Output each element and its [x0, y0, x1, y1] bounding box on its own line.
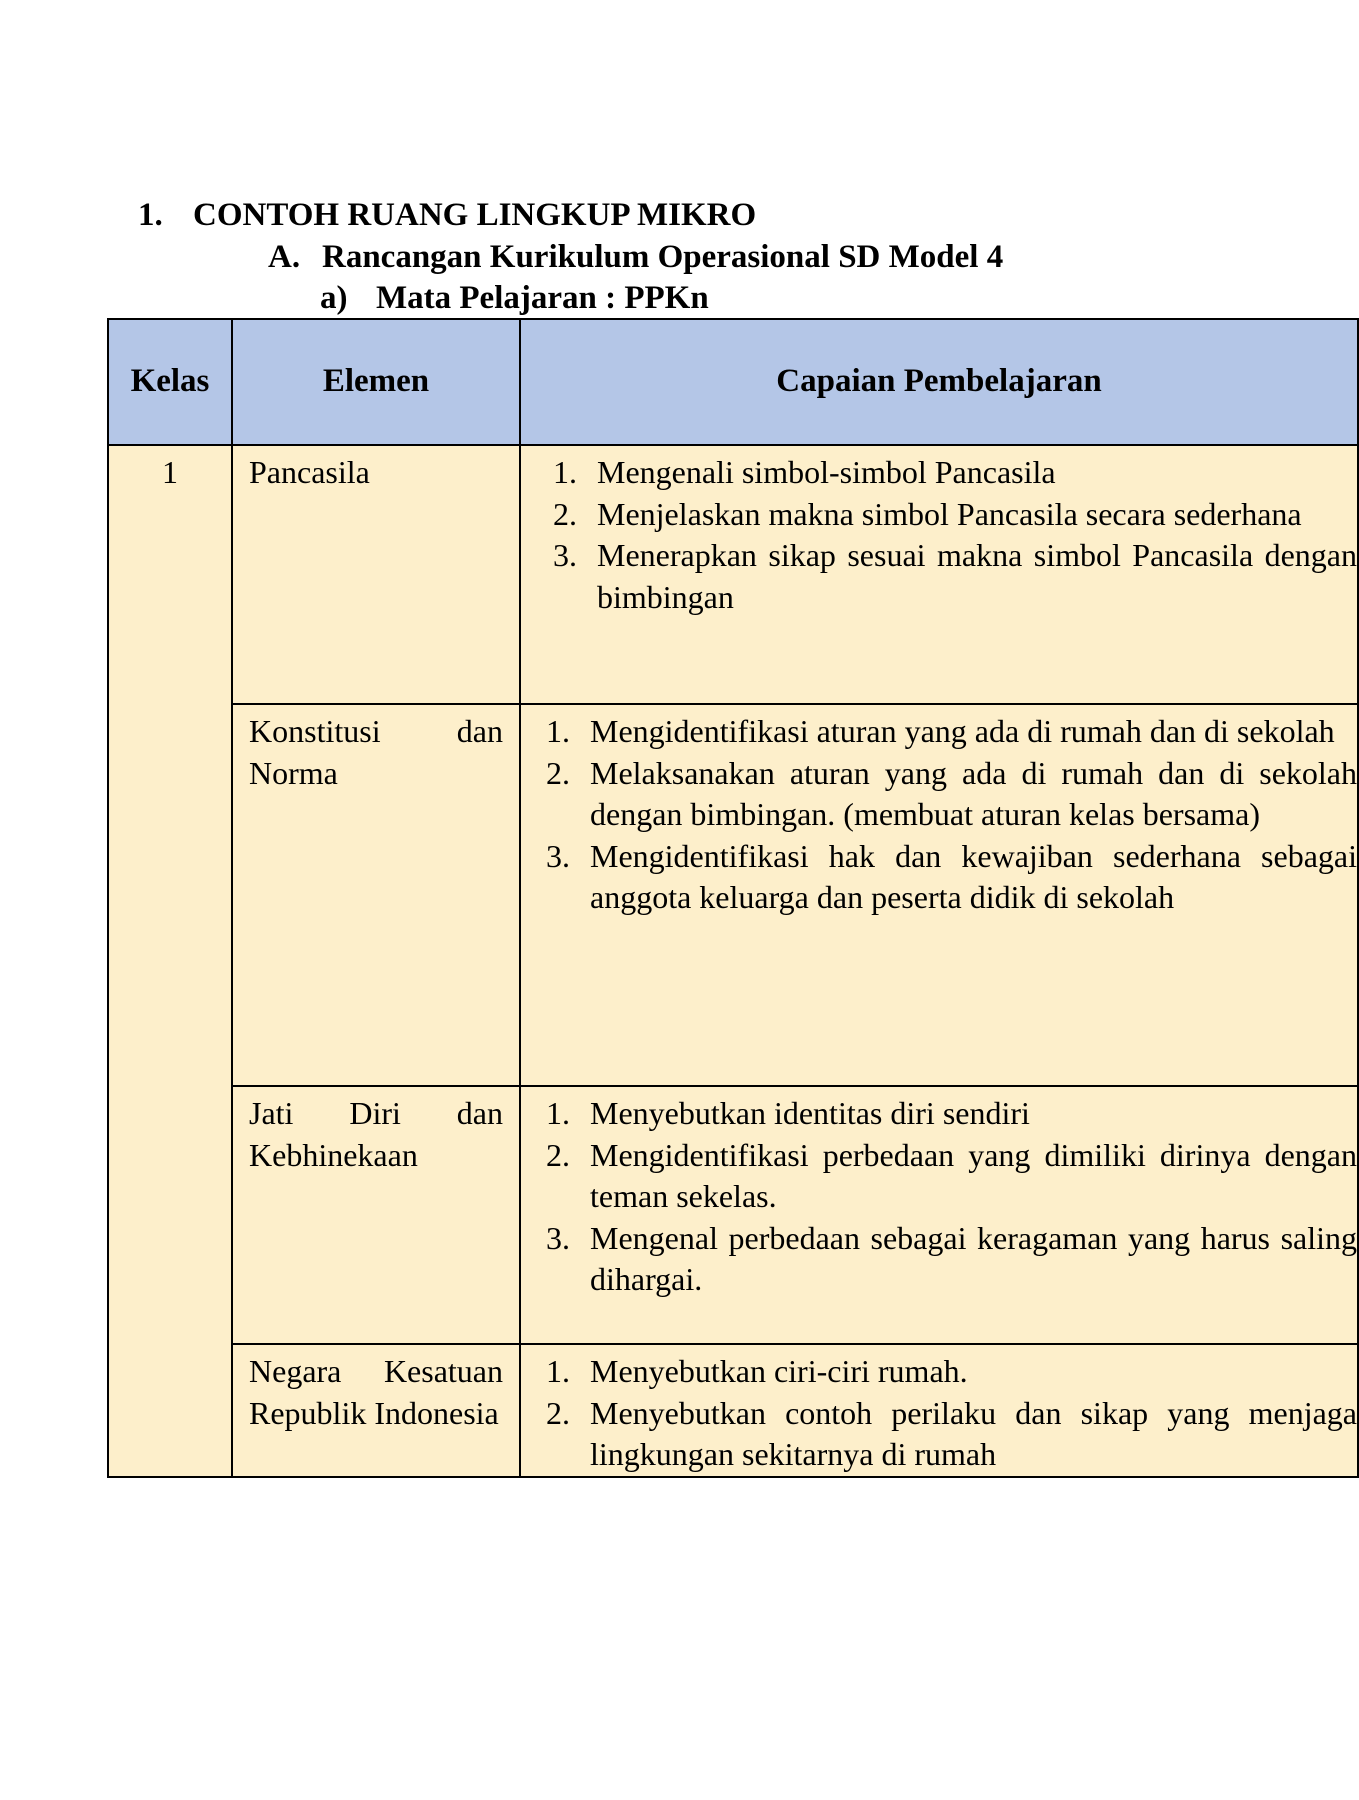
item-number: 2. — [553, 495, 577, 532]
capaian-cell — [520, 704, 1358, 1086]
item-text: Menyebutkan identitas diri sendiri — [590, 1095, 1030, 1131]
item-text: Mengidentifikasi hak dan kewajiban sederhana sebagai anggota keluarga dan peserta didik di sekolah — [590, 837, 1357, 915]
list-item — [521, 753, 1357, 836]
table-header-row — [108, 319, 1358, 445]
elemen-cell: Jati Diri dan Kebhinekaan — [232, 1086, 520, 1344]
item-number: 1. — [553, 454, 577, 490]
item-text: Mengidentifikasi aturan yang ada di rumah dan di sekolah — [590, 713, 1335, 749]
item-number: 3. — [546, 837, 570, 874]
elemen-cell: Konstitusi dan Norma — [232, 704, 520, 1086]
item-number: 2. — [546, 754, 570, 791]
item-text: Menyebutkan contoh perilaku dan sikap yang menjaga lingkungan sekitarnya di rumah — [590, 1394, 1357, 1472]
item-text: Melaksanakan aturan yang ada di rumah dan di sekolah dengan bimbingan. (membuat aturan kelas bersama) — [590, 754, 1357, 832]
header-capaian: Capaian Pembelajaran — [520, 319, 1358, 445]
heading-section — [138, 196, 756, 234]
item-text: Mengenali simbol-simbol Pancasila — [597, 454, 1056, 490]
kelas-cell: 1 — [108, 445, 232, 1477]
elemen-cell: Negara Kesatuan Republik Indonesia — [232, 1344, 520, 1477]
heading-subject — [320, 279, 709, 317]
capaian-cell — [520, 445, 1358, 704]
item-number: 2. — [546, 1394, 570, 1431]
item-number: 3. — [553, 537, 577, 573]
table-row — [108, 1344, 1358, 1477]
curriculum-table — [107, 318, 1359, 1478]
item-text: Menyebutkan ciri-ciri rumah. — [590, 1353, 968, 1389]
item-text: Mengidentifikasi perbedaan yang dimiliki dirinya dengan teman sekelas. — [590, 1136, 1357, 1214]
table-row — [108, 445, 1358, 704]
heading-text: CONTOH RUANG LINGKUP MIKRO — [193, 197, 757, 233]
list-item — [521, 836, 1357, 919]
heading-number: A. — [268, 239, 301, 275]
heading-subsection — [268, 238, 1003, 276]
capaian-cell — [520, 1086, 1358, 1344]
capaian-list — [521, 1093, 1357, 1301]
heading-text: Rancangan Kurikulum Operasional SD Model 4 — [322, 239, 1004, 275]
table-row — [108, 704, 1358, 1086]
list-item — [521, 1218, 1357, 1301]
list-item — [521, 535, 1357, 618]
heading-number: a) — [320, 280, 348, 316]
list-item — [521, 452, 1357, 494]
item-number: 1. — [546, 1095, 570, 1131]
heading-number: 1. — [138, 197, 163, 233]
item-text: Menjelaskan makna simbol Pancasila secara sederhana — [597, 495, 1302, 532]
curriculum-table-viewport — [107, 318, 1357, 1472]
item-text: Mengenal perbedaan sebagai keragaman yang harus saling dihargai. — [590, 1219, 1357, 1297]
capaian-list — [521, 1351, 1357, 1476]
elemen-cell: Pancasila — [232, 445, 520, 704]
list-item — [521, 1393, 1357, 1476]
item-number: 1. — [546, 713, 570, 749]
capaian-list — [521, 711, 1357, 919]
item-number: 3. — [546, 1219, 570, 1256]
list-item — [521, 1093, 1357, 1135]
heading-text: Mata Pelajaran : PPKn — [376, 280, 709, 316]
table-row — [108, 1086, 1358, 1344]
header-elemen: Elemen — [232, 319, 520, 445]
list-item — [521, 1135, 1357, 1218]
item-number: 2. — [546, 1136, 570, 1173]
list-item — [521, 711, 1357, 753]
capaian-cell — [520, 1344, 1358, 1477]
item-text: Menerapkan sikap sesuai makna simbol Pancasila dengan bimbingan — [597, 537, 1357, 615]
list-item — [521, 494, 1357, 536]
item-number: 1. — [546, 1353, 570, 1389]
list-item — [521, 1351, 1357, 1393]
capaian-list — [521, 452, 1357, 618]
header-kelas: Kelas — [108, 319, 232, 445]
